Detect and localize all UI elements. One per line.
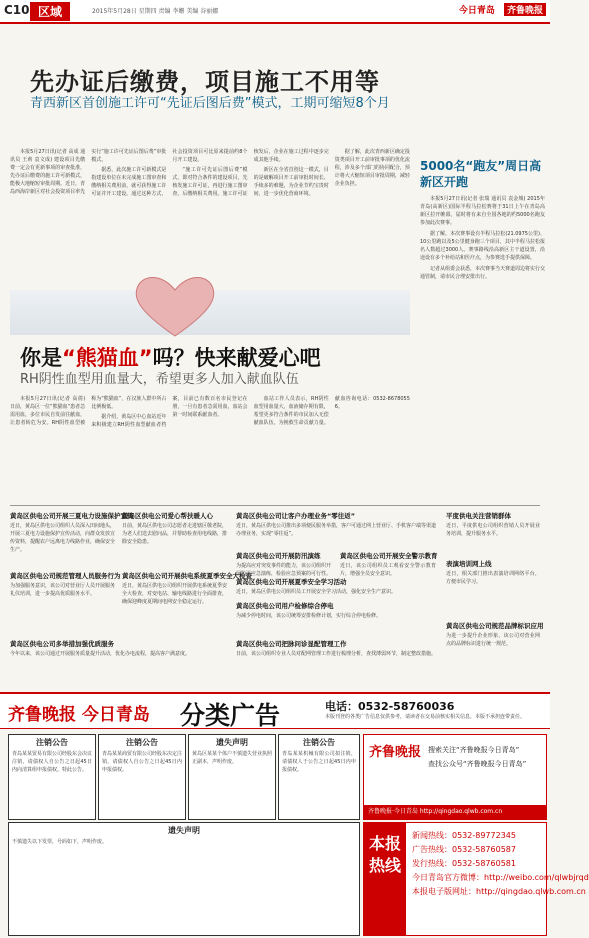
brief-text: 近日，相关部门推出表演培训网络平台，方便市民学习。 <box>446 571 540 585</box>
article2-subtitle: RH阴性血型用血量大，希望更多人加入献血队伍 <box>20 372 299 387</box>
brief-text: 近日，黄岛区供电公司组织员工开展安全学习活动，强化安全生产意识。 <box>236 589 397 595</box>
article2-title-part: 吗？快来献爱心吧 <box>152 346 321 370</box>
sidebox-paragraph: 本报5月27日讯(记者 张瑞 通讯员 袁金城) 2015年青岛(高新区)国际半程马拉松赛将于31日上午在青岛高新区拉开帷幕，届时将有来自全国各地的约5000名跑友参加此次赛事。 <box>420 196 545 226</box>
brief-item <box>236 512 436 538</box>
brief-item <box>446 622 544 648</box>
page-meta: 2015年5月28日 星期四 责编 李姗 美编 谷丽娜 <box>92 8 219 15</box>
newspaper-logo: 齐鲁晚报 <box>504 3 546 16</box>
article1-body <box>10 148 410 276</box>
brief-text: 为进一步提升企业形象，该公司对营业网点的品牌标识进行统一规范。 <box>446 633 540 647</box>
hotline-line: 广告热线：0532-58760587 <box>412 845 516 854</box>
hotline-box <box>363 822 589 936</box>
brief-title: 黄岛区供电公司爱心帮扶暖人心 <box>122 512 213 520</box>
article2-paragraph: 血站工作人员表示，RH阴性血型用血量大，血液储存期有限，希望更多符合条件的市民加入无偿献血队伍，为挽救生命贡献力量。献血咨询电话：0532-86780556。 <box>253 396 410 426</box>
hotline-label: 本报热线 <box>364 823 406 935</box>
notice-text: 黄岛区某某个体户不慎遗失营业执照正副本，声明作废。 <box>192 751 273 765</box>
sidebox-body <box>420 195 545 360</box>
brief-text: 今年以来，该公司通过开展服务质量提升活动，优化办电流程，提高客户满意度。 <box>10 651 191 657</box>
notice-title: 遗失声明 <box>216 738 248 747</box>
notice-text: 不慎遗失以下发票，号码如下，声明作废。 <box>12 839 108 845</box>
brief-text: 近日，黄岛区供电公司组织开展供电系统夏季安全大检查，对变电站、输电线路进行全面排查，确保迎峰度夏期间电网安全稳定运行。 <box>122 583 228 605</box>
classified-title: 分类广告 <box>180 701 281 730</box>
brief-title: 黄岛区供电公司规范品牌标识应用 <box>446 622 544 630</box>
article2-paragraph: 据介绍，黄岛区中心血站近年来积极建立RH阴性血型献血者档案，目前已有数百名市民登记在册，一旦有患者急需用血，血站会第一时间联系献血者。 <box>91 396 248 428</box>
brief-title: 黄岛区供电公司把脉问诊显配管理工作 <box>236 640 347 648</box>
article2-paragraph: 本报5月27日讯(记者 高倩) 日前，黄岛区一位“熊猫血”患者急需用血，多位市民自发前往献血，让患者转危为安。RH阴性血型被称为“熊猫血”，在汉族人群中所占比例极低。 <box>10 396 167 426</box>
brief-text: 为提高应对突发事件的能力，该公司组织开展防汛应急演练，检验应急预案的可行性。 <box>236 563 332 577</box>
article1-paragraph: 据了解，此次青西新区确定投资类项目开工前审批事项的优化流程，涉及多个部门的协同配合，预计将大大缩短项目审批周期，减轻企业负担。 <box>334 149 410 187</box>
headline: 先办证后缴费，项目施工不用等 <box>30 68 380 96</box>
brief-text: 近日，黄岛区供电公司组织人员深入田间地头，开展三夏电力设施保护宣传活动，向群众发放宣传资料，提醒农户远离电力线路作业，确保安全生产。 <box>10 523 116 553</box>
ad-logo: 齐鲁晚报 <box>369 745 422 760</box>
brief-title: 黄岛区供电公司开展夏季安全学习活动 <box>236 578 347 586</box>
hotline-line: 新闻热线：0532-89772345 <box>412 831 516 840</box>
brief-text: 日前，黄岛区供电公司志愿者走进辖区敬老院，为老人们送去慰问品，并帮助检查用电线路，排除安全隐患。 <box>122 523 228 545</box>
brief-text: 日前，该公司组织专业人员对配网管理工作进行梳理分析，查找薄弱环节，制定整改措施。 <box>236 651 437 657</box>
notice-box <box>98 734 186 820</box>
brief-text: 近日，该公司组织员工观看安全警示教育片，增强全员安全意识。 <box>340 563 436 577</box>
heart-icon <box>130 270 220 340</box>
article1-paragraph: 新区在全省首创这一模式，目的是破解项目开工前审批时间长、手续多的难题，为企业节约宝贵时间，进一步优化营商环境。 <box>253 167 329 197</box>
brief-item <box>236 640 436 658</box>
hotline-lines <box>412 829 589 899</box>
brief-item <box>340 552 436 578</box>
article2-title-part: 你是 <box>20 346 62 370</box>
brief-text: 为减少停电时间，该公司统筹安排检修计划，实行综合停电检修。 <box>236 613 382 619</box>
brief-item <box>10 512 134 554</box>
classified-header <box>0 692 550 729</box>
masthead <box>453 3 546 16</box>
brief-title: 黄岛区供电公司让客户办理业务“零往返” <box>236 512 356 520</box>
today-label: 今日青岛 <box>458 6 495 16</box>
divider <box>10 505 540 506</box>
brief-title: 平度供电关注营销群体 <box>446 512 511 520</box>
article2-title-highlight: “熊猫血” <box>62 346 153 370</box>
notice-box <box>278 734 360 820</box>
ad-line: 查找公众号“齐鲁晚报今日青岛” <box>428 760 527 768</box>
brief-item <box>446 560 540 586</box>
brief-title: 表演培训网上线 <box>446 560 492 568</box>
brief-title: 黄岛区供电公司规范管理人员服务行为 <box>10 572 121 580</box>
page-number: C10 <box>4 3 30 17</box>
notice-text: 青岛某某贸易有限公司经股东会决议注销，请债权人自公告之日起45日内向清算组申报债权。特此公告。 <box>12 751 93 773</box>
notice-box <box>188 734 276 820</box>
brief-item <box>446 512 540 538</box>
brief-text: 近日，黄岛区供电公司推出多项便民服务举措，客户可通过网上营业厅、手机客户端等渠道办理业务，实现“零往返”。 <box>236 523 437 537</box>
hotline-line: 发行热线：0532-58760581 <box>412 859 516 868</box>
subheadline: 青西新区首创施工许可“先证后图后费”模式，工期可缩短8个月 <box>30 96 390 111</box>
wechat-ad <box>363 734 547 820</box>
brief-item <box>122 572 252 606</box>
notice-box <box>8 822 360 936</box>
classified-logo: 齐鲁晚报 今日青岛 <box>8 705 150 725</box>
ad-line: 搜索关注“齐鲁晚报今日青岛” <box>428 746 520 754</box>
ad-url: 齐鲁晚报·今日青岛 http://qingdao.qlwb.com.cn <box>364 805 546 819</box>
notice-title: 注销公告 <box>126 738 158 747</box>
brief-title: 黄岛区供电公司开展供电系统夏季安全大检查 <box>122 572 252 580</box>
brief-item <box>10 640 227 658</box>
notice-title: 注销公告 <box>303 738 335 747</box>
sidebox-paragraph: 记者从组委会获悉，本次赛事当天赛道周边将实行交通管制，请市民合理安排出行。 <box>420 266 546 280</box>
brief-text: 近日，平度供电公司组织营销人员开展业务培训，提升服务水平。 <box>446 523 540 537</box>
article2-body <box>10 395 410 500</box>
brief-item <box>236 578 436 596</box>
classified-note: 本版刊登的各类广告信息仅供参考，请读者在交易前核实相关信息，本版不承担连带责任。 <box>325 714 526 720</box>
section-tag: 区域 <box>30 2 70 21</box>
brief-title: 黄岛区供电公司开展安全警示教育 <box>340 552 438 560</box>
notice-title: 遗失声明 <box>168 826 200 835</box>
brief-title: 黄岛区供电公司多举措加强优质服务 <box>10 640 114 648</box>
brief-title: 黄岛区供电公司用户检修综合停电 <box>236 602 334 610</box>
brief-item <box>236 552 331 578</box>
sidebox-title: 5000名“跑友”周日高新区开跑 <box>420 159 542 189</box>
brief-news <box>10 512 544 697</box>
notice-text: 青岛某某机械有限公司拟注销，请债权人于公告之日起45日内申报债权。 <box>282 751 356 773</box>
brief-title: 黄岛区供电公司开展三夏电力设施保护宣传 <box>10 512 134 520</box>
brief-item <box>10 572 121 598</box>
article1-paragraph: 据悉，此次施工许可新模式是指建设单位在未完成施工图审查和缴纳相关费用前，就可获得施工许可证并开工建设。通过这种方式，社会投资项目可比原来提前约8个月开工建设。 <box>91 149 248 197</box>
sidebox-paragraph: 据了解，本次赛事设有半程马拉松(21.0975公里)、10公里跑以及5公里健身跑三个项目，其中半程马拉松报名人数超过3000人。赛事路线沿高新区主干道设置，沿途设有多个补给站和医疗点，为参赛选手提供保障。 <box>420 231 545 261</box>
article1-paragraph: “施工许可先证后图后费”模式，即对符合条件的建设项目，先核发施工许可证，再进行施工图审查，后缴纳相关费用。施工许可证核发后，企业在施工过程中逐步完成其他手续。 <box>172 149 329 197</box>
brief-title: 黄岛区供电公司开展防汛演练 <box>236 552 321 560</box>
notice-box <box>8 734 96 820</box>
brief-item <box>236 602 436 620</box>
brief-item <box>122 512 227 546</box>
page-header <box>0 0 550 24</box>
article1-paragraph: 本报5月27日讯(记者 高成 通讯员 王莉 袁文成) 建设项目先缴费一定会有更新事项的审查批准，先办证后缴费的施工许可新模式，能极大地缩短审批周期。近日，青岛西海岸新区对社会投资项目率先实行“施工许可先证后图后费”审批模式。 <box>10 149 167 195</box>
hotline-line: 今日青岛官方微博：http://weibo.com/qlwbjrqd <box>412 873 589 882</box>
brief-text: 为加强服务意识，该公司对营业厅人员开展服务礼仪培训，进一步提高优质服务水平。 <box>10 583 116 597</box>
notice-text: 青岛某某商贸有限公司经股东决定注销，请债权人自公告之日起45日内申报债权。 <box>102 751 183 773</box>
notice-title: 注销公告 <box>36 738 68 747</box>
hotline-line: 本报电子版网址：http://qingdao.qlwb.com.cn <box>412 887 586 896</box>
classified-phone: 电话：0532-58760036 <box>325 700 455 713</box>
